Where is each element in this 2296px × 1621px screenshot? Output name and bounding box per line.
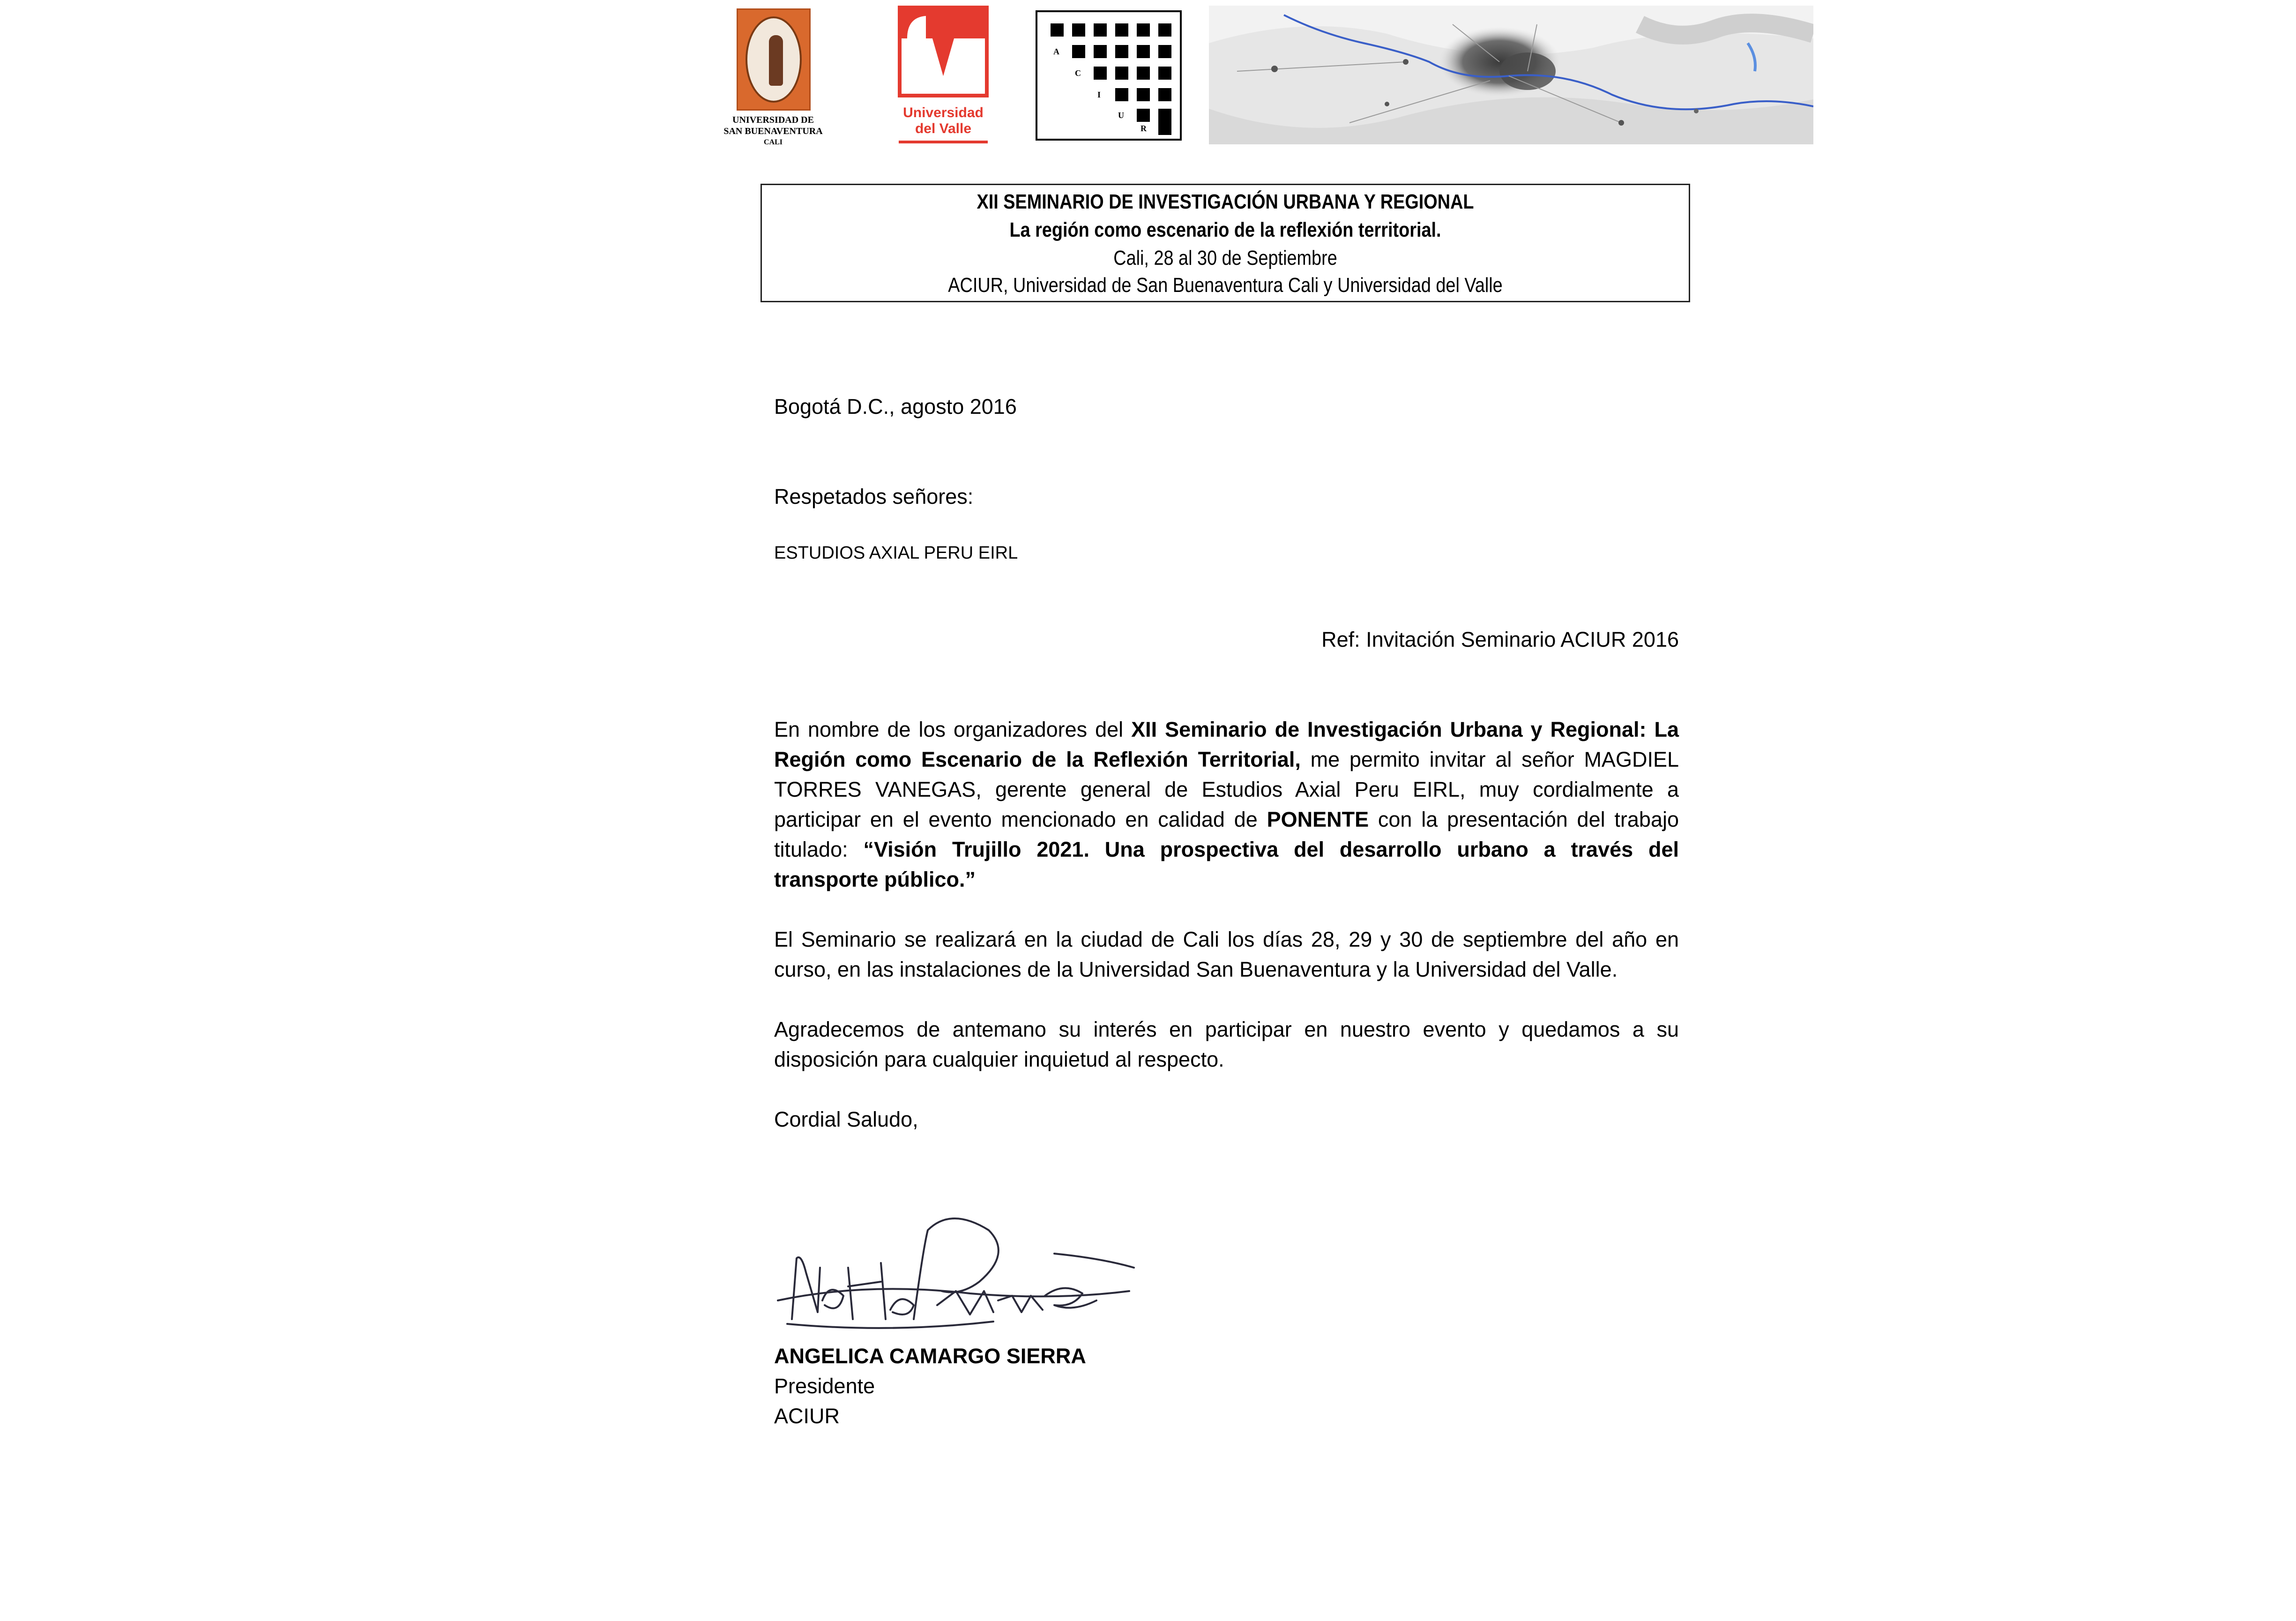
seminar-header-box bbox=[760, 184, 1690, 302]
aciur-letter-r: R bbox=[1141, 124, 1147, 133]
signer-organization: ACIUR bbox=[774, 1404, 840, 1428]
seminar-organizers: ACIUR, Universidad de San Buenaventura Cali y Universidad del Valle bbox=[948, 274, 1503, 297]
aciur-letter-c: C bbox=[1075, 68, 1081, 78]
univalle-mark-icon bbox=[898, 6, 989, 97]
usb-logo-line3: CALI bbox=[763, 138, 783, 146]
usb-logo bbox=[703, 4, 843, 149]
seminar-name-bold: XII Seminario de Investigación Urbana y Regional: La Región como Escenario de la Reflexión Territorial, bbox=[774, 717, 1679, 771]
signer-role: Presidente bbox=[774, 1374, 875, 1398]
usb-seal-icon bbox=[737, 8, 811, 111]
reference-line: Ref: Invitación Seminario ACIUR 2016 bbox=[1321, 627, 1679, 651]
univalle-logo-line1: Universidad bbox=[903, 105, 984, 120]
recipient-company: ESTUDIOS AXIAL PERU EIRL bbox=[774, 543, 1018, 563]
aciur-letter-a: A bbox=[1053, 47, 1059, 56]
greeting: Respetados señores: bbox=[774, 485, 974, 508]
paragraph-text: con la presentación del trabajo titulado: bbox=[774, 807, 1679, 861]
role-ponente-bold: PONENTE bbox=[1267, 807, 1369, 831]
handwritten-signature bbox=[773, 1211, 1139, 1338]
univalle-logo bbox=[894, 6, 991, 146]
closing: Cordial Saludo, bbox=[774, 1107, 918, 1131]
signer-name: ANGELICA CAMARGO SIERRA bbox=[774, 1344, 1086, 1368]
univalle-logo-line2: del Valle bbox=[915, 121, 972, 136]
paragraph-invitation bbox=[774, 715, 1679, 895]
aciur-letter-i: I bbox=[1097, 90, 1101, 99]
seminar-subtitle: La región como escenario de la reflexión territorial. bbox=[1009, 218, 1441, 241]
seminar-title: XII SEMINARIO DE INVESTIGACIÓN URBANA Y REGIONAL bbox=[977, 190, 1474, 213]
paragraph-text: En nombre de los organizadores del bbox=[774, 717, 1132, 741]
usb-logo-line2: SAN BUENAVENTURA bbox=[723, 126, 823, 136]
aciur-logo bbox=[1036, 10, 1182, 141]
univalle-rule bbox=[899, 141, 988, 143]
aciur-letter-u: U bbox=[1118, 111, 1124, 120]
paragraph-text: me permito invitar al señor MAGDIEL TORRES VANEGAS, gerente general de Estudios Axial Peru EIRL, muy cordialmente a participar en el evento mencionado en calidad de bbox=[774, 747, 1679, 831]
place-date: Bogotá D.C., agosto 2016 bbox=[774, 395, 1017, 418]
paragraph-venue: El Seminario se realizará en la ciudad de Cali los días 28, 29 y 30 de septiembre del año en curso, en las instalaciones de la Universidad San Buenaventura y la Universidad del Valle. bbox=[774, 927, 1679, 981]
map-banner-image bbox=[1209, 6, 1813, 144]
seminar-dates: Cali, 28 al 30 de Septiembre bbox=[1113, 247, 1337, 269]
usb-logo-line1: UNIVERSIDAD DE bbox=[732, 115, 814, 125]
paragraph-thanks: Agradecemos de antemano su interés en participar en nuestro evento y quedamos a su disposición para cualquier inquietud al respecto. bbox=[774, 1017, 1679, 1071]
paper-title-bold: “Visión Trujillo 2021. Una prospectiva del desarrollo urbano a través del transporte público.” bbox=[774, 837, 1679, 891]
